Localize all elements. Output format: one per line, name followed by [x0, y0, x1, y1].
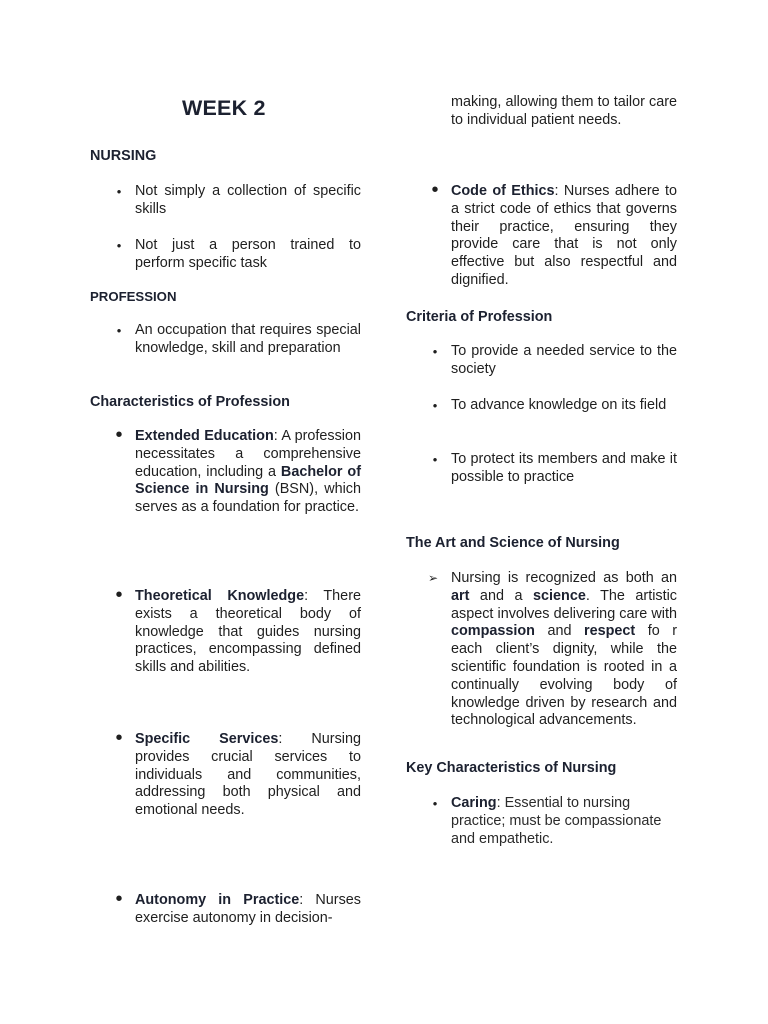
list-item-text	[451, 570, 677, 730]
continuation-text-body: making, allowing them to tailor care to individual patient needs.	[451, 94, 677, 128]
list-item-text: Not simply a collection of specific skills	[135, 183, 361, 217]
list-item-text	[135, 428, 361, 517]
bullet-icon: •	[432, 452, 438, 467]
term-theoretical-knowledge: Theoretical Knowledge	[135, 588, 305, 604]
key-characteristics-heading: Key Characteristics of Nursing	[406, 760, 617, 776]
item-text-part: : Nursing provides crucial services to individuals and communities, addressing both physical and emotional needs.	[135, 731, 361, 819]
list-item-text	[135, 731, 361, 820]
list-item	[115, 424, 361, 517]
list-item	[432, 343, 677, 379]
term-art: art	[451, 587, 470, 604]
term-caring: Caring	[451, 795, 497, 811]
term-bsn: Bachelor of Science in Nursing	[135, 463, 361, 498]
item-text-part: . The artistic aspect involves delivering care with	[451, 587, 677, 622]
term-specific-services: Specific Services	[135, 731, 279, 747]
list-item	[431, 179, 678, 290]
bullet-icon: •	[116, 238, 122, 253]
bullet-icon: •	[115, 727, 123, 749]
item-text-part: : A profession necessitates a comprehensive education, including a	[135, 428, 361, 480]
continuation-text	[451, 94, 677, 130]
bullet-icon: •	[115, 584, 123, 606]
list-item	[432, 795, 677, 848]
bullet-icon: •	[116, 323, 122, 338]
list-item-text: To provide a needed service to the society	[451, 343, 677, 377]
list-item	[115, 727, 361, 820]
bullet-icon: •	[115, 424, 123, 446]
list-item	[116, 237, 361, 273]
item-text-part: fo r each client’s dignity, while the scientific foundation is rooted in a continually evolving body of knowledge driven by research and technological advancements.	[451, 623, 677, 729]
list-item	[432, 397, 677, 415]
bullet-icon: •	[116, 184, 122, 199]
item-text-part: : Nurses adhere to a strict code of ethics that governs their practice, ensuring they provide care that is not only effective but also respectful and dignified.	[451, 183, 678, 288]
list-item-text: To advance knowledge on its field	[451, 397, 667, 413]
item-text-part: : Nurses exercise autonomy in decision-	[135, 892, 361, 926]
nursing-heading: NURSING	[90, 148, 157, 164]
criteria-heading: Criteria of Profession	[406, 309, 553, 325]
item-text-part: and a	[469, 587, 534, 604]
bullet-icon: •	[431, 179, 439, 201]
list-item-text: Not just a person trained to perform specific task	[135, 237, 361, 271]
list-item	[432, 451, 677, 487]
item-text-part: and	[534, 623, 584, 640]
list-item	[115, 888, 361, 928]
list-item-text	[451, 183, 677, 290]
bullet-icon: •	[115, 888, 123, 910]
list-item	[427, 570, 677, 730]
term-autonomy: Autonomy in Practice	[135, 892, 300, 908]
page-title: WEEK 2	[182, 96, 266, 120]
term-compassion: compassion	[451, 623, 535, 640]
term-science: science	[533, 587, 586, 604]
item-text-part: Nursing is recognized as both an	[451, 570, 677, 586]
item-text-part: : Essential to nursing practice; must be compassionate and empathetic.	[451, 795, 662, 847]
item-text-part: (BSN), which serves as a foundation for practice.	[135, 481, 361, 516]
item-text-part: : There exists a theoretical body of knowledge that guides nursing practices, encompassing defined skills and abilities.	[135, 588, 361, 676]
term-extended-education: Extended Education	[135, 428, 274, 444]
list-item-text: To protect its members and make it possible to practice	[451, 451, 677, 485]
list-item-text	[135, 588, 361, 677]
bullet-icon: •	[432, 796, 438, 811]
list-item	[115, 584, 361, 677]
list-item-text: An occupation that requires special knowledge, skill and preparation	[135, 322, 361, 356]
bullet-icon: •	[432, 344, 438, 359]
list-item	[116, 183, 361, 219]
characteristics-heading: Characteristics of Profession	[90, 394, 290, 410]
list-item	[116, 322, 361, 358]
profession-heading: PROFESSION	[90, 289, 177, 304]
arrow-bullet-icon: ➢	[427, 571, 439, 585]
bullet-icon: •	[432, 398, 438, 413]
list-item-text	[451, 795, 677, 848]
term-code-of-ethics: Code of Ethics	[451, 183, 555, 199]
list-item-text	[135, 892, 361, 928]
art-science-heading: The Art and Science of Nursing	[406, 535, 620, 551]
term-respect: respect	[584, 623, 636, 640]
